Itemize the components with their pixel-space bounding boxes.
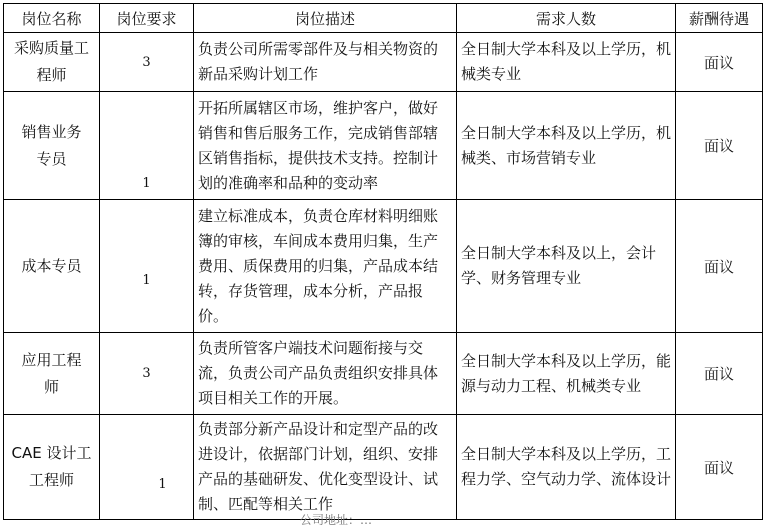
cell-name: 采购质量工程师 [4, 33, 100, 92]
cell-name: 应用工程师 [4, 333, 100, 415]
header-desc: 岗位描述 [194, 4, 457, 33]
cell-req: 全日制大学本科及以上，会计学、财务管理专业 [457, 200, 676, 333]
cell-count [100, 92, 194, 200]
count-value: 1 [158, 476, 167, 492]
cell-req: 全日制大学本科及以上学历，机械类、市场营销专业 [457, 92, 676, 200]
cell-count [100, 200, 194, 333]
cell-req: 全日制大学本科及以上学历，工程力学、空气动力学、流体设计 [457, 415, 676, 520]
cell-name: 成本专员 [4, 200, 100, 333]
cell-req: 全日制大学本科及以上学历，能源与动力工程、机械类专业 [457, 333, 676, 415]
header-row [4, 4, 763, 33]
header-count: 岗位要求 [100, 4, 194, 33]
cell-name: CAE 设计工工程师 [4, 415, 100, 520]
cell-pay: 面议 [676, 33, 763, 92]
header-name: 岗位名称 [4, 4, 100, 33]
count-value: 1 [142, 176, 151, 191]
cell-desc: 建立标准成本，负责仓库材料明细账簿的审核，车间成本费用归集，生产费用、质保费用的归集，产品成本结转，存货管理，成本分析，产品报价。 [194, 200, 457, 333]
header-req: 需求人数 [457, 4, 676, 33]
cell-pay: 面议 [676, 92, 763, 200]
cell-req: 全日制大学本科及以上学历，机械类专业 [457, 33, 676, 92]
cell-desc: 负责公司所需零部件及与相关物资的新品采购计划工作 [194, 33, 457, 92]
cell-desc: 开拓所属辖区市场，维护客户，做好销售和售后服务工作，完成销售部辖区销售指标，提供技术支持。控制计划的准确率和品种的变动率 [194, 92, 457, 200]
count-value: 1 [142, 272, 151, 288]
cell-pay: 面议 [676, 415, 763, 520]
table-row [4, 92, 763, 200]
header-pay: 薪酬待遇 [676, 4, 763, 33]
cell-count [100, 33, 194, 92]
cell-count [100, 415, 194, 520]
table-row [4, 33, 763, 92]
table-row [4, 415, 763, 520]
cell-pay: 面议 [676, 333, 763, 415]
job-table [3, 3, 763, 520]
cell-name: 销售业务专员 [4, 92, 100, 200]
count-value: 3 [142, 366, 151, 381]
cell-count [100, 333, 194, 415]
page-footer: 公司地址：… [300, 513, 373, 527]
table-row [4, 200, 763, 333]
cell-desc: 负责所管客户端技术问题衔接与交流，负责公司产品负责组织安排具体项目相关工作的开展。 [194, 333, 457, 415]
table-row [4, 333, 763, 415]
count-value: 3 [142, 54, 151, 70]
cell-desc: 负责部分新产品设计和定型产品的改进设计，依据部门计划，组织、安排产品的基础研发、优化变型设计、试制、匹配等相关工作 [194, 415, 457, 520]
cell-pay: 面议 [676, 200, 763, 333]
